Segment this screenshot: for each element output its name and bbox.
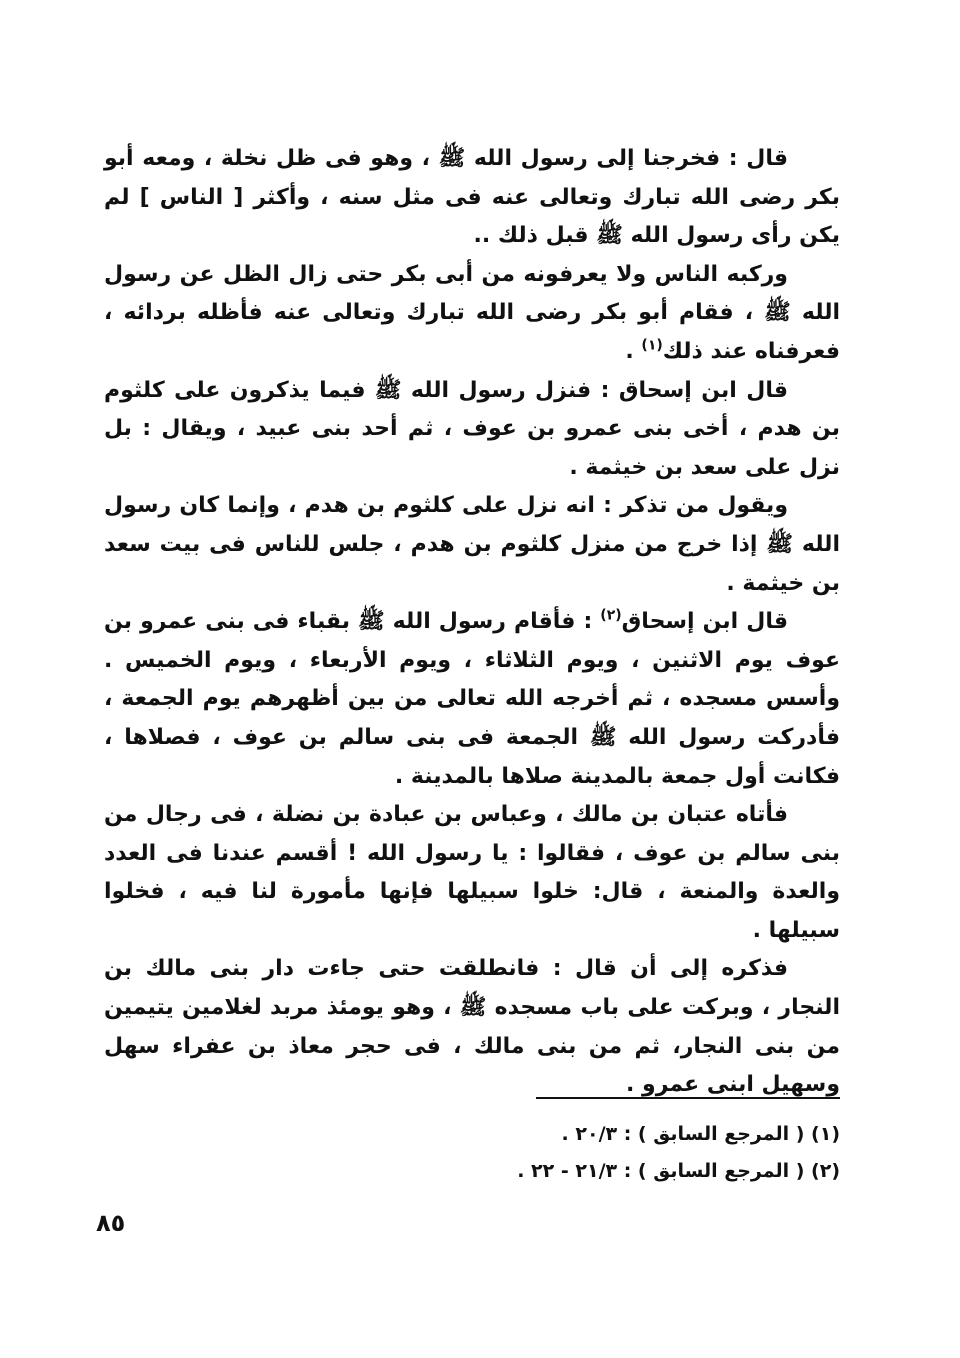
paragraph-5-text: : فأقام رسول الله ﷺ بقباء فى بنى عمرو بن عوف يوم الاثنين ، ويوم الثلاثاء ، ويوم الأربعاء ، ويوم الخميس . وأسس مسجده ، ثم أخرجه الله تعالى من بين أظهرهم يوم الجمعة ، فأدركت رسول الله ﷺ الجمعة فى بنى سالم بن عوف ، فصلاها ، فكانت أول جمعة بالمدينة صلاها بالمدينة .	[104, 609, 840, 789]
paragraph-3: قال ابن إسحاق : فنزل رسول الله ﷺ فيما يذكرون على كلثوم بن هدم ، أخى بنى عمرو بن عوف ، ثم أحد بنى عبيد ، ويقال : بل نزل على سعد بن خيثمة .	[104, 377, 840, 480]
main-text	[104, 140, 840, 1105]
paragraph-7: فذكره إلى أن قال : فانطلقت حتى جاءت دار بنى مالك بن النجار ، وبركت على باب مسجده ﷺ ، وهو يومئذ مربد لغلامين يتيمين من بنى النجار، ثم من بنى مالك ، فى حجر معاذ بن عفراء سهل وسهيل ابنى عمرو .	[104, 956, 840, 1098]
footnote-divider	[536, 1097, 840, 1099]
paragraph-5	[104, 603, 840, 796]
paragraph-2-text: وركبه الناس ولا يعرفونه من أبى بكر حتى زال الظل عن رسول الله ﷺ ، فقام أبو بكر رضى الله تبارك وتعالى عنه فأظله بردائه ، فعرفناه عند ذلك	[104, 261, 840, 364]
footnote-ref-2: (٢)	[600, 607, 622, 624]
footnotes	[400, 1116, 840, 1190]
paragraph-6: فأتاه عتبان بن مالك ، وعباس بن عبادة بن نضلة ، فى رجال من بنى سالم بن عوف ، فقالوا : يا رسول الله ! أقسم عندنا فى العدد والعدة والمنعة ، قال: خلوا سبيلها فإنها مأمورة لنا فيه ، فخلوا سبيلها .	[104, 802, 840, 943]
paragraph-2-end: .	[625, 338, 642, 364]
paragraph-4: ويقول من تذكر : انه نزل على كلثوم بن هدم ، وإنما كان رسول الله ﷺ إذا خرج من منزل كلثوم بن هدم ، جلس للناس فى بيت سعد بن خيثمة .	[104, 493, 840, 596]
footnote-ref-1: (١)	[641, 337, 663, 354]
paragraph-2	[104, 256, 840, 372]
paragraph-1: قال : فخرجنا إلى رسول الله ﷺ ، وهو فى ظل نخلة ، ومعه أبو بكر رضى الله تبارك وتعالى عنه فى مثل سنه ، وأكثر [ الناس ] لم يكن رأى رسول الله ﷺ قبل ذلك ..	[104, 146, 840, 249]
paragraph-5-lead: قال ابن إسحاق	[621, 609, 788, 635]
footnote-1: (١) ( المرجع السابق ) : ٢٠/٣ .	[561, 1123, 840, 1145]
page-number: ٨٥	[96, 1209, 126, 1237]
footnote-2: (٢) ( المرجع السابق ) : ٢١/٣ - ٢٢ .	[517, 1160, 840, 1182]
